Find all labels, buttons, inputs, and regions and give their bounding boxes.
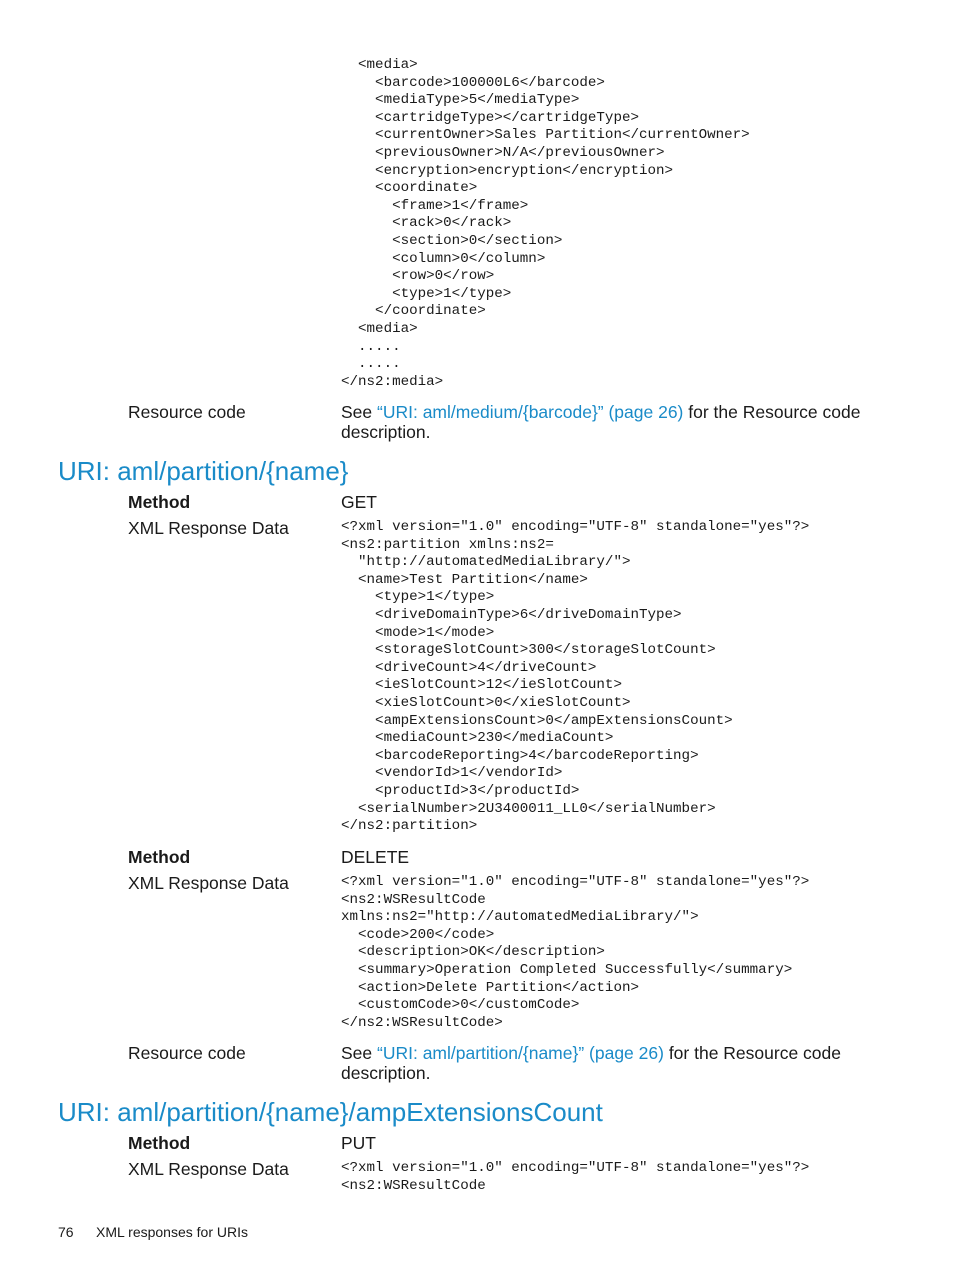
method-label-delete: Method — [128, 847, 191, 867]
xml-response-label: XML Response Data — [128, 518, 289, 538]
code-block-delete: <?xml version="1.0" encoding="UTF-8" standalone="yes"?> <ns2:WSResultCode xmlns:ns2="http://automatedMediaLibrary/"> <code>200</code> <description>OK</description> <summary>Operation Completed Successfully</summary> <action>Delete Partition</action> <customCode>0</customCode> </ns2:WSResultCode> — [341, 874, 810, 1031]
resource-code-description-2 — [341, 1043, 901, 1083]
resource-code-suffix2-2: description. — [341, 1063, 431, 1083]
resource-code-label-2: Resource code — [128, 1043, 246, 1063]
resource-code-suffix: for the Resource code — [683, 402, 861, 422]
method-label-put: Method — [128, 1133, 191, 1153]
method-value-delete: DELETE — [341, 847, 410, 867]
xml-response-label-put: XML Response Data — [128, 1159, 289, 1179]
resource-code-suffix2: description. — [341, 422, 431, 442]
method-value-get: GET — [341, 492, 377, 512]
footer-title: XML responses for URIs — [96, 1224, 248, 1240]
method-label: Method — [128, 492, 191, 512]
code-block-partition: <?xml version="1.0" encoding="UTF-8" standalone="yes"?> <ns2:partition xmlns:ns2= "http://automatedMediaLibrary/"> <name>Test Partition</name> <type>1</type> <driveDomainType>6</driveDomainType> <mode>1</mode> <storageSlotCount>300</storageSlotCount> <driveCount>4</driveCount> <ieSlotCount>12</ieSlotCount> <xieSlotCount>0</xieSlotCount> <ampExtensionsCount>0</ampExtensionsCount> <mediaCount>230</mediaCount> <barcodeReporting>4</barcodeReporting> <vendorId>1</vendorId> <productId>3</productId> <serialNumber>2U3400011_LL0</serialNumber> </ns2:partition> — [341, 519, 810, 835]
page-number: 76 — [58, 1224, 74, 1240]
resource-code-description — [341, 402, 901, 442]
resource-code-link-2[interactable]: “URI: aml/partition/{name}” (page 26) — [377, 1043, 664, 1063]
section-heading-amp-extensions: URI: aml/partition/{name}/ampExtensionsCount — [58, 1097, 603, 1127]
method-value-put: PUT — [341, 1133, 376, 1153]
resource-code-label: Resource code — [128, 402, 246, 422]
code-block-put: <?xml version="1.0" encoding="UTF-8" standalone="yes"?> <ns2:WSResultCode — [341, 1160, 810, 1194]
code-block-media: <media> <barcode>100000L6</barcode> <mediaType>5</mediaType> <cartridgeType></cartridgeType> <currentOwner>Sales Partition</currentOwner> <previousOwner>N/A</previousOwner> <encryption>encryption</encryption> <coordinate> <frame>1</frame> <rack>0</rack> <section>0</section> <column>0</column> <row>0</row> <type>1</type> </coordinate> <media> ..... ..... </ns2:media> — [341, 57, 750, 390]
resource-code-link[interactable]: “URI: aml/medium/{barcode}” (page 26) — [377, 402, 684, 422]
xml-response-label-delete: XML Response Data — [128, 873, 289, 893]
resource-code-suffix-2: for the Resource code — [663, 1043, 841, 1063]
resource-code-prefix-2: See — [341, 1043, 377, 1063]
section-heading-partition: URI: aml/partition/{name} — [58, 456, 349, 486]
resource-code-prefix: See — [341, 402, 377, 422]
